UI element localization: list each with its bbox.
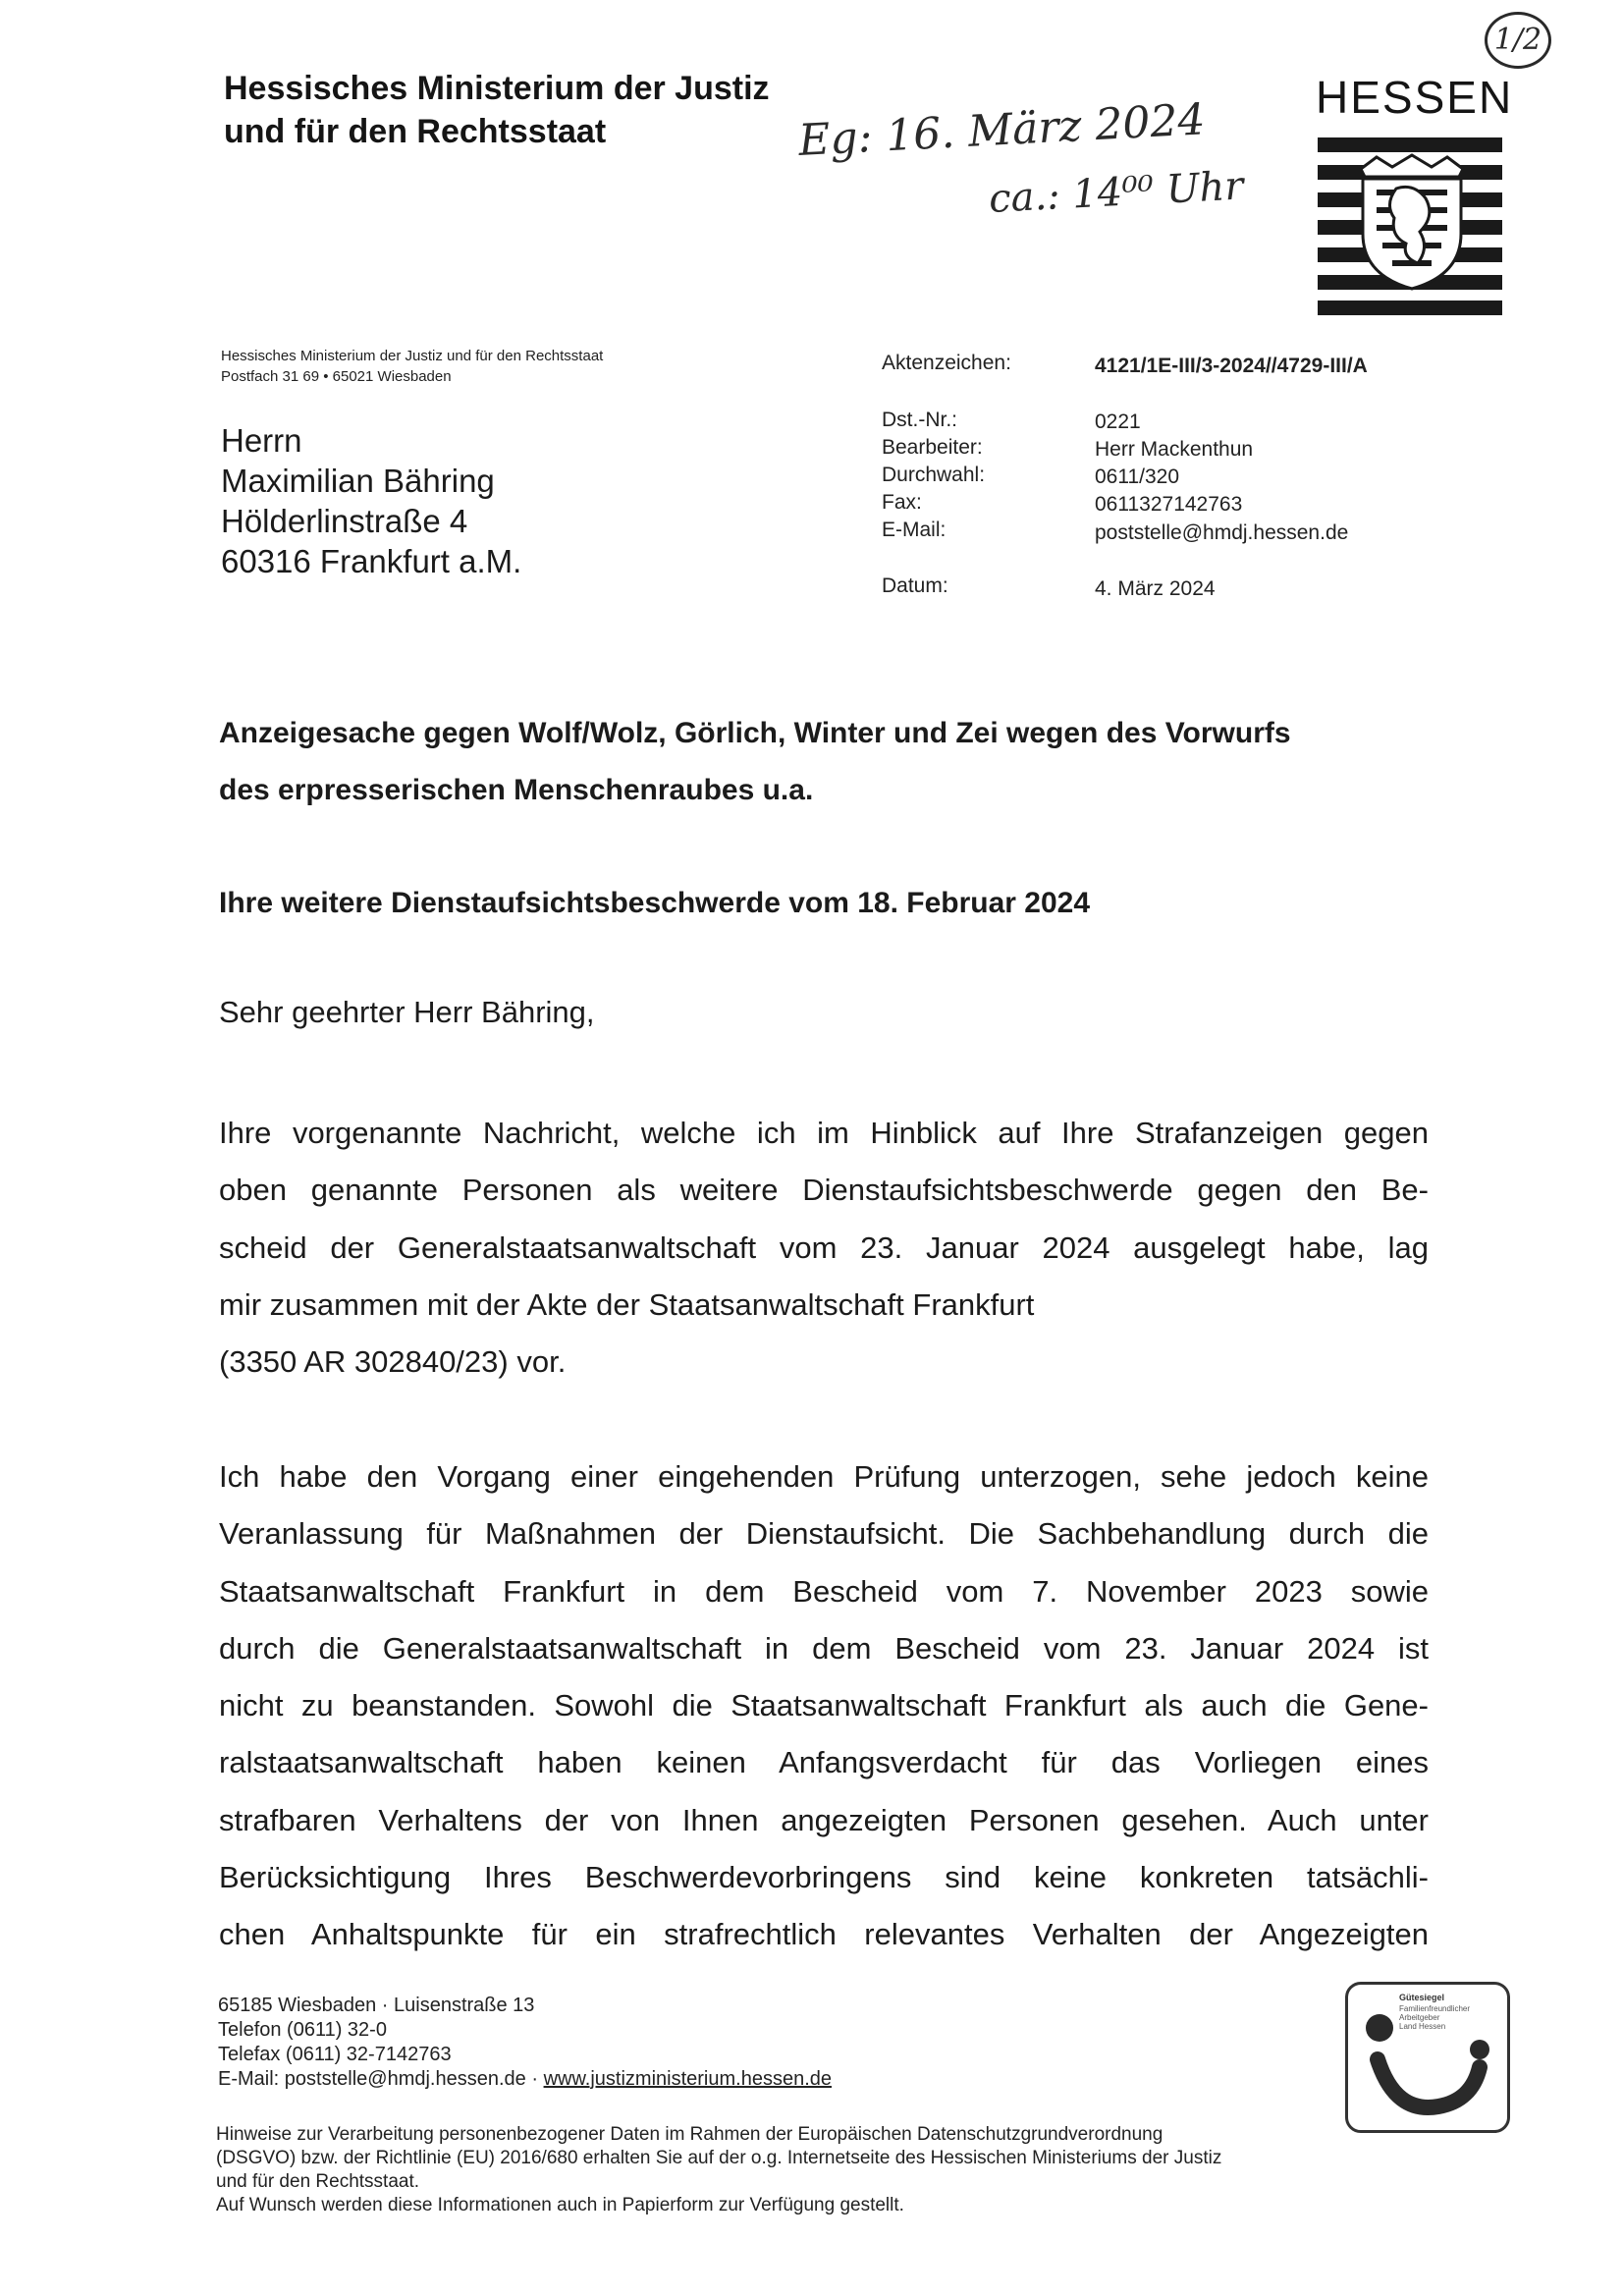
dst-nr-label: Dst.-Nr.: xyxy=(882,409,957,431)
email-label: E-Mail: xyxy=(882,519,947,541)
coat-of-arms-icon xyxy=(1357,153,1467,291)
sender-line-2: Postfach 31 69 • 65021 Wiesbaden xyxy=(221,368,452,385)
paragraph-line: scheid der Generalstaatsanwaltschaft vom 23. Januar 2024 ausgelegt habe, lag xyxy=(219,1230,1429,1265)
paragraph-line: chen Anhaltspunkte für ein strafrechtlich relevantes Verhalten der Angezeigten xyxy=(219,1917,1429,1952)
paragraph-2 xyxy=(219,1449,1429,1964)
ministry-name-line2: und für den Rechtsstaat xyxy=(224,113,607,150)
privacy-line: Auf Wunsch werden diese Informationen auch in Papierform zur Verfügung gestellt. xyxy=(216,2195,904,2215)
aktenzeichen-label: Aktenzeichen: xyxy=(882,352,1011,374)
aktenzeichen-value: 4121/1E-III/3-2024//4729-III/A xyxy=(1095,355,1368,377)
privacy-line: und für den Rechtsstaat. xyxy=(216,2171,420,2192)
fax-value: 0611327142763 xyxy=(1095,493,1243,516)
paragraph-line: (3350 AR 302840/23) vor. xyxy=(219,1344,567,1380)
recipient-salutation: Herrn xyxy=(221,422,302,459)
paragraph-line: Staatsanwaltschaft Frankfurt in dem Bescheid vom 7. November 2023 sowie xyxy=(219,1573,1429,1609)
seal-icon xyxy=(1348,1985,1507,2130)
recipient-name: Maximilian Bähring xyxy=(221,463,495,499)
sender-line-1: Hessisches Ministerium der Justiz und für den Rechtsstaat xyxy=(221,348,604,364)
fax-label: Fax: xyxy=(882,491,922,514)
paragraph-line: Berücksichtigung Ihres Beschwerdevorbringens sind keine konkreten tatsächli- xyxy=(219,1860,1429,1895)
footer-website-link[interactable]: www.justizministerium.hessen.de xyxy=(543,2068,832,2090)
footer-phone: Telefon (0611) 32-0 xyxy=(218,2019,387,2041)
privacy-line: Hinweise zur Verarbeitung personenbezogener Daten im Rahmen der Europäischen Datenschutzgrundverordnung xyxy=(216,2124,1163,2145)
seal-subtitle: Familienfreundlicher Arbeitgeber Land Hessen xyxy=(1399,2004,1471,2031)
subject-complaint: Ihre weitere Dienstaufsichtsbeschwerde vom 18. Februar 2024 xyxy=(219,887,1091,919)
footer-email: E-Mail: poststelle@hmdj.hessen.de · xyxy=(218,2068,544,2090)
paragraph-line: Ich habe den Vorgang einer eingehenden Prüfung unterzogen, sehe jedoch keine xyxy=(219,1459,1429,1494)
privacy-notice xyxy=(216,2123,1434,2217)
subject-line-1: Anzeigesache gegen Wolf/Wolz, Görlich, Winter und Zei wegen des Vorwurfs xyxy=(219,717,1291,749)
bearbeiter-value: Herr Mackenthun xyxy=(1095,438,1254,461)
datum-label: Datum: xyxy=(882,574,948,597)
paragraph-line: Veranlassung für Maßnahmen der Dienstaufsicht. Die Sachbehandlung durch die xyxy=(219,1516,1429,1552)
paragraph-1 xyxy=(219,1105,1429,1391)
handwritten-received-time: ca.: 14⁰⁰ Uhr xyxy=(988,163,1245,222)
durchwahl-value: 0611/320 xyxy=(1095,465,1180,488)
sender-return-address xyxy=(221,346,603,387)
ministry-name xyxy=(224,67,770,153)
recipient-address xyxy=(221,420,521,581)
footer-email-line xyxy=(218,2067,832,2092)
handwritten-page-number: 1/2 xyxy=(1485,12,1551,69)
email-value: poststelle@hmdj.hessen.de xyxy=(1095,521,1349,544)
bearbeiter-label: Bearbeiter: xyxy=(882,436,983,459)
seal-title: Gütesiegel xyxy=(1399,1993,1445,2002)
durchwahl-label: Durchwahl: xyxy=(882,464,986,486)
privacy-line: (DSGVO) bzw. der Richtlinie (EU) 2016/680 erhalten Sie auf der o.g. Internetseite des Hessischen Ministeriums der Justiz xyxy=(216,2148,1222,2168)
datum-value: 4. März 2024 xyxy=(1095,577,1216,600)
recipient-city: 60316 Frankfurt a.M. xyxy=(221,543,522,579)
paragraph-line: durch die Generalstaatsanwaltschaft in dem Bescheid vom 23. Januar 2024 ist xyxy=(219,1630,1429,1666)
paragraph-line: oben genannte Personen als weitere Dienstaufsichtsbeschwerde gegen den Be- xyxy=(219,1173,1429,1208)
paragraph-line: ralstaatsanwaltschaft haben keinen Anfangsverdacht für das Vorliegen eines xyxy=(219,1745,1429,1780)
footer-contact xyxy=(218,1994,832,2092)
paragraph-line: nicht zu beanstanden. Sowohl die Staatsanwaltschaft Frankfurt als auch die Gene- xyxy=(219,1688,1429,1723)
paragraph-line: strafbaren Verhaltens der von Ihnen angezeigten Personen gesehen. Auch unter xyxy=(219,1802,1429,1837)
greeting: Sehr geehrter Herr Bähring, xyxy=(219,995,595,1029)
recipient-street: Hölderlinstraße 4 xyxy=(221,503,468,539)
paragraph-line: mir zusammen mit der Akte der Staatsanwaltschaft Frankfurt xyxy=(219,1286,1035,1322)
ministry-name-line1: Hessisches Ministerium der Justiz xyxy=(224,70,770,107)
paragraph-line: Ihre vorgenannte Nachricht, welche ich im Hinblick auf Ihre Strafanzeigen gegen xyxy=(219,1116,1429,1150)
footer-address: 65185 Wiesbaden · Luisenstraße 13 xyxy=(218,1995,535,2016)
handwritten-received-date: Eg: 16. März 2024 xyxy=(797,94,1207,166)
subject-line-2: des erpresserischen Menschenraubes u.a. xyxy=(219,774,814,806)
dst-nr-value: 0221 xyxy=(1095,410,1141,433)
footer-telefax: Telefax (0611) 32-7142763 xyxy=(218,2044,452,2065)
family-friendly-employer-seal xyxy=(1345,1982,1510,2133)
state-wordmark: HESSEN xyxy=(1316,72,1514,123)
